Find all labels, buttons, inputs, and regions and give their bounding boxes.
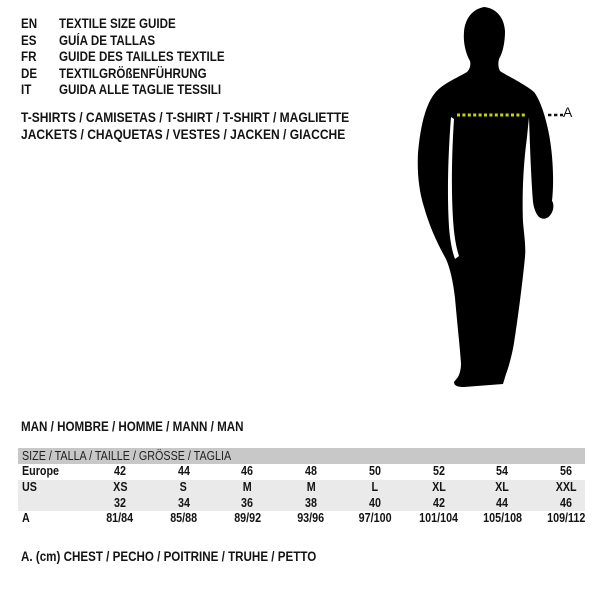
measurement-footnote: A. (cm) CHEST / PECHO / POITRINE / TRUHE / PETTO bbox=[21, 549, 317, 564]
size-value: L bbox=[371, 479, 379, 494]
garment-category-list bbox=[21, 109, 403, 143]
language-code: IT bbox=[21, 82, 32, 97]
size-value: 101/104 bbox=[419, 511, 459, 526]
category-jackets: JACKETS / CHAQUETAS / VESTES / JACKEN / GIACCHE bbox=[21, 126, 346, 142]
language-row-fr bbox=[21, 49, 252, 66]
category-tshirts: T-SHIRTS / CAMISETAS / T-SHIRT / T-SHIRT / MAGLIETTE bbox=[21, 109, 350, 125]
size-value: 93/96 bbox=[297, 511, 325, 526]
size-value: 52 bbox=[432, 464, 445, 478]
size-value: XS bbox=[112, 479, 128, 494]
size-value: 85/88 bbox=[170, 511, 198, 526]
language-row-it bbox=[21, 82, 252, 99]
table-row-chest-a bbox=[18, 511, 598, 527]
man-silhouette bbox=[410, 5, 568, 393]
size-value: 46 bbox=[241, 464, 254, 478]
size-value: 89/92 bbox=[233, 511, 261, 526]
table-row-europe bbox=[18, 464, 598, 480]
size-value: M bbox=[306, 479, 316, 494]
size-value: 46 bbox=[560, 495, 573, 510]
size-value: 81/84 bbox=[106, 511, 134, 526]
size-value: 40 bbox=[368, 495, 381, 510]
size-table bbox=[18, 448, 598, 527]
size-value: 48 bbox=[305, 464, 318, 478]
table-row-uk bbox=[18, 496, 598, 512]
language-title: GUIDE DES TAILLES TEXTILE bbox=[59, 49, 225, 64]
language-title: GUIDA ALLE TAGLIE TESSILI bbox=[59, 82, 222, 97]
size-value: 105/108 bbox=[482, 511, 522, 526]
size-value: XL bbox=[495, 479, 510, 494]
size-value: XL bbox=[431, 479, 446, 494]
size-value: 32 bbox=[113, 495, 126, 510]
language-code: DE bbox=[21, 65, 38, 81]
row-label: US bbox=[22, 479, 37, 494]
language-code: ES bbox=[21, 32, 37, 48]
language-title: GUÍA DE TALLAS bbox=[59, 32, 156, 48]
size-value: 42 bbox=[113, 464, 126, 478]
language-row-es bbox=[21, 33, 252, 50]
section-title-man: MAN / HOMBRE / HOMME / MANN / MAN bbox=[21, 419, 244, 434]
row-label: Europe bbox=[22, 464, 60, 478]
size-value: 44 bbox=[177, 464, 190, 478]
size-value: M bbox=[242, 479, 252, 494]
table-row-us bbox=[18, 480, 598, 496]
size-value: S bbox=[180, 479, 188, 494]
row-label: A bbox=[22, 511, 30, 526]
size-value: 42 bbox=[432, 495, 445, 510]
size-value: 36 bbox=[241, 495, 254, 510]
size-value: 50 bbox=[368, 464, 381, 478]
size-value: 54 bbox=[496, 464, 509, 478]
language-title: TEXTILE SIZE GUIDE bbox=[59, 16, 176, 31]
language-title-list bbox=[21, 16, 252, 99]
language-title: TEXTILGRÖßENFÜHRUNG bbox=[59, 65, 207, 81]
language-code: EN bbox=[21, 16, 38, 31]
measure-label-a: A bbox=[563, 104, 573, 120]
size-value: 109/112 bbox=[546, 511, 586, 526]
size-value: 97/100 bbox=[358, 511, 392, 526]
size-value: 34 bbox=[177, 495, 190, 510]
language-row-de bbox=[21, 66, 252, 83]
size-value: 56 bbox=[560, 464, 573, 478]
size-value: 44 bbox=[496, 495, 509, 510]
man-body-shape bbox=[418, 7, 554, 387]
table-header-row: SIZE / TALLA / TAILLE / GRÖSSE / TAGLIA bbox=[22, 449, 232, 463]
size-value: XXL bbox=[555, 479, 577, 494]
language-code: FR bbox=[21, 49, 37, 64]
language-row-en bbox=[21, 16, 252, 33]
size-value: 38 bbox=[305, 495, 318, 510]
